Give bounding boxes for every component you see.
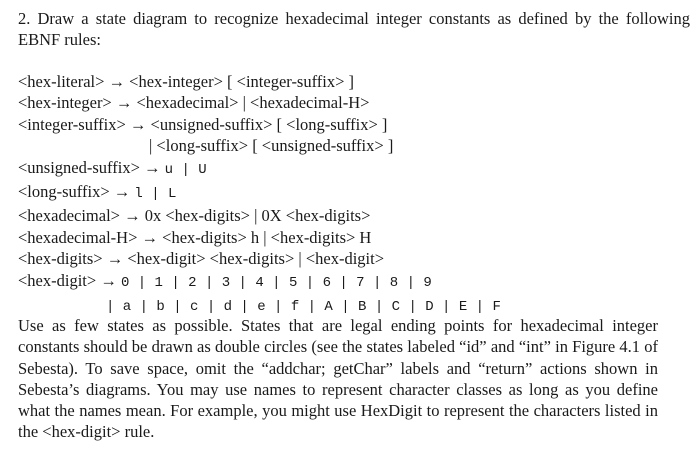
rule-hex-digit: <hex-digit> → 0 | 1 | 2 | 3 | 4 | 5 | 6 | 7 | 8 | 9 — [18, 270, 432, 291]
question-number: 2. — [18, 9, 31, 28]
rule-hex-integer: <hex-integer> → <hexadecimal> | <hexadecimal-H> — [18, 93, 370, 113]
question-prompt — [18, 8, 690, 50]
rule-hexadecimal: <hexadecimal> → 0x <hex-digits> | 0X <hex-digits> — [18, 206, 371, 226]
rule-integer-suffix-alt: | <long-suffix> [ <unsigned-suffix> ] — [149, 136, 394, 156]
rule-hex-digit-letters: | a | b | c | d | e | f | A | B | C | D | E | F — [106, 299, 501, 316]
question-text: Draw a state diagram to recognize hexadecimal integer constants as defined by the following EBNF rules: — [18, 9, 691, 49]
rule-hex-digits: <hex-digits> → <hex-digit> <hex-digits> | <hex-digit> — [18, 249, 385, 269]
ebnf-rules — [18, 71, 690, 318]
rule-integer-suffix: <integer-suffix> → <unsigned-suffix> [ <long-suffix> ] — [18, 114, 388, 134]
rule-long-suffix: <long-suffix> → l | L — [18, 182, 177, 203]
rule-unsigned-suffix: <unsigned-suffix> → u | U — [18, 157, 207, 178]
instructions-paragraph: Use as few states as possible. States that are legal ending points for hexadecimal integer constants should be drawn as double circles (see the states labeled “id” and “int” in Figure 4.1 of Sebesta). To save space, omit the “addchar; getChar” labels and “return” actions shown in Sebesta’s diagrams. You may use names to represent character classes as long as you define what the names mean. For example, you might use HexDigit to represent the characters listed in the <hex-digit> rule. — [18, 316, 658, 442]
rule-hexadecimal-h: <hexadecimal-H> → <hex-digits> h | <hex-digits> H — [18, 227, 372, 247]
rule-hex-literal: <hex-literal> → <hex-integer> [ <integer-suffix> ] — [18, 72, 355, 91]
